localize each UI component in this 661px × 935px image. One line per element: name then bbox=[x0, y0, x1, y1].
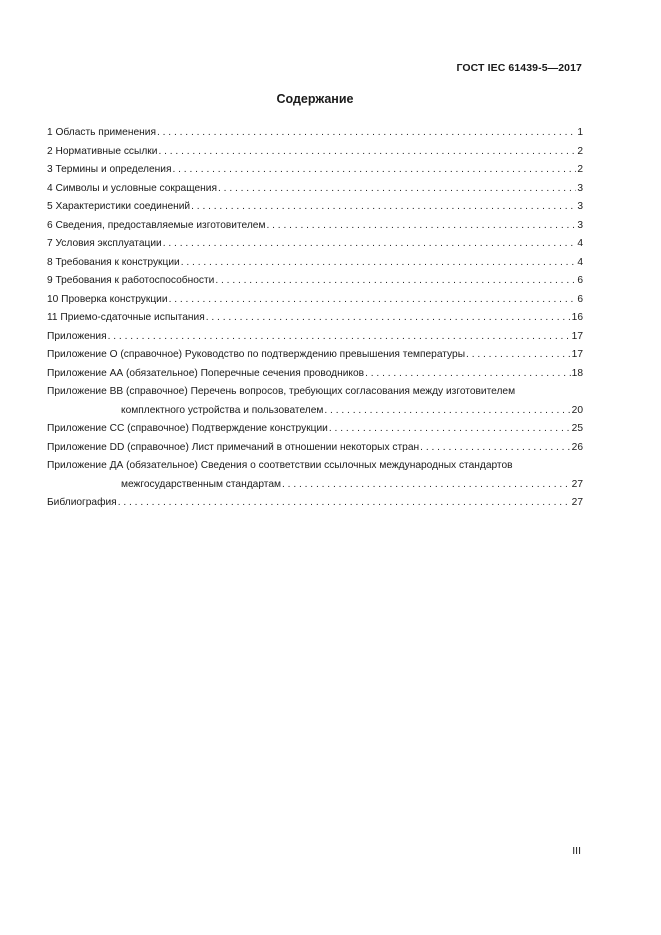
toc-entry-label: 9 Требования к работоспособности bbox=[47, 275, 215, 286]
toc-entry-page: 3 bbox=[577, 219, 583, 231]
toc-entry-2[interactable] bbox=[47, 143, 583, 162]
toc-entry-page: 6 bbox=[577, 293, 583, 305]
toc-entry-label: Приложения bbox=[47, 330, 107, 342]
toc-entry-page: 16 bbox=[571, 312, 583, 323]
toc-entry-label-line1: Приложение ДА (обязательное) Сведения о соответствии ссылочных международных стандартов bbox=[47, 460, 513, 471]
toc-entry-5[interactable] bbox=[47, 198, 583, 217]
toc-entry-1[interactable] bbox=[47, 124, 583, 143]
toc-entry-page: 18 bbox=[571, 367, 583, 379]
toc-entry-label: 11 Приемо-сдаточные испытания bbox=[47, 312, 205, 323]
toc-entry-label: комплектного устройства и пользователем bbox=[121, 404, 324, 416]
toc-entry-11[interactable] bbox=[47, 309, 583, 328]
toc-entry-label: 2 Нормативные ссылки bbox=[47, 145, 158, 157]
toc-entry-page: 26 bbox=[571, 441, 583, 453]
toc-entry-label: 7 Условия эксплуатации bbox=[47, 238, 162, 249]
toc-entry-page: 3 bbox=[577, 201, 583, 212]
toc-entry-annex-dd[interactable] bbox=[47, 439, 583, 458]
toc-entry-3[interactable] bbox=[47, 161, 583, 180]
toc-entry-page: 27 bbox=[571, 497, 583, 508]
toc-entry-9[interactable] bbox=[47, 272, 583, 291]
toc-entry-annex-da[interactable] bbox=[47, 457, 583, 494]
toc-entry-label: 1 Область применения bbox=[47, 127, 156, 138]
toc-entry-6[interactable] bbox=[47, 217, 583, 236]
document-code: ГОСТ IEC 61439-5—2017 bbox=[456, 62, 582, 74]
toc-entry-label: Приложение АА (обязательное) Поперечные сечения проводников bbox=[47, 367, 365, 379]
toc-entry-bibliography[interactable] bbox=[47, 494, 583, 513]
toc-entry-page: 2 bbox=[577, 145, 583, 157]
toc-entry-label-line1: Приложение ВВ (справочное) Перечень вопросов, требующих согласования между изготовителем bbox=[47, 386, 516, 397]
toc-entry-8[interactable] bbox=[47, 254, 583, 273]
toc-entry-page: 17 bbox=[571, 349, 583, 360]
toc-entry-page: 1 bbox=[577, 127, 583, 138]
toc-entry-label: 6 Сведения, предоставляемые изготовителем bbox=[47, 219, 266, 231]
toc-entry-page: 27 bbox=[571, 478, 583, 490]
table-of-contents bbox=[47, 124, 583, 513]
toc-entry-page: 2 bbox=[577, 164, 583, 175]
toc-entry-page: 4 bbox=[577, 256, 583, 268]
toc-entry-4[interactable] bbox=[47, 180, 583, 199]
toc-entry-annex-o[interactable] bbox=[47, 346, 583, 365]
toc-entry-7[interactable] bbox=[47, 235, 583, 254]
toc-entry-page: 3 bbox=[577, 182, 583, 194]
toc-entry-label: 8 Требования к конструкции bbox=[47, 256, 180, 268]
toc-entry-label: 5 Характеристики соединений bbox=[47, 201, 191, 212]
toc-title: Содержание bbox=[276, 92, 354, 106]
toc-entry-page: 25 bbox=[571, 423, 583, 434]
toc-entry-label: Приложение О (справочное) Руководство по подтверждению превышения температуры bbox=[47, 349, 466, 360]
toc-entry-page: 4 bbox=[577, 238, 583, 249]
toc-entry-annex-bb[interactable] bbox=[47, 383, 583, 420]
toc-entry-label: Приложение СС (справочное) Подтверждение конструкции bbox=[47, 423, 328, 434]
toc-entry-annexes[interactable] bbox=[47, 328, 583, 347]
toc-entry-label: Приложение DD (справочное) Лист примечаний в отношении некоторых стран bbox=[47, 441, 420, 453]
toc-entry-page: 6 bbox=[577, 275, 583, 286]
toc-entry-label: межгосударственным стандартам bbox=[121, 478, 281, 490]
toc-entry-annex-aa[interactable] bbox=[47, 365, 583, 384]
toc-entry-label: 3 Термины и определения bbox=[47, 164, 172, 175]
toc-entry-page: 17 bbox=[571, 330, 583, 342]
page-number: III bbox=[572, 845, 581, 857]
toc-entry-page: 20 bbox=[571, 404, 583, 416]
toc-entry-10[interactable] bbox=[47, 291, 583, 310]
toc-entry-label: 4 Символы и условные сокращения bbox=[47, 182, 217, 194]
toc-entry-label: Библиография bbox=[47, 497, 117, 508]
toc-entry-annex-cc[interactable] bbox=[47, 420, 583, 439]
toc-entry-label: 10 Проверка конструкции bbox=[47, 293, 168, 305]
